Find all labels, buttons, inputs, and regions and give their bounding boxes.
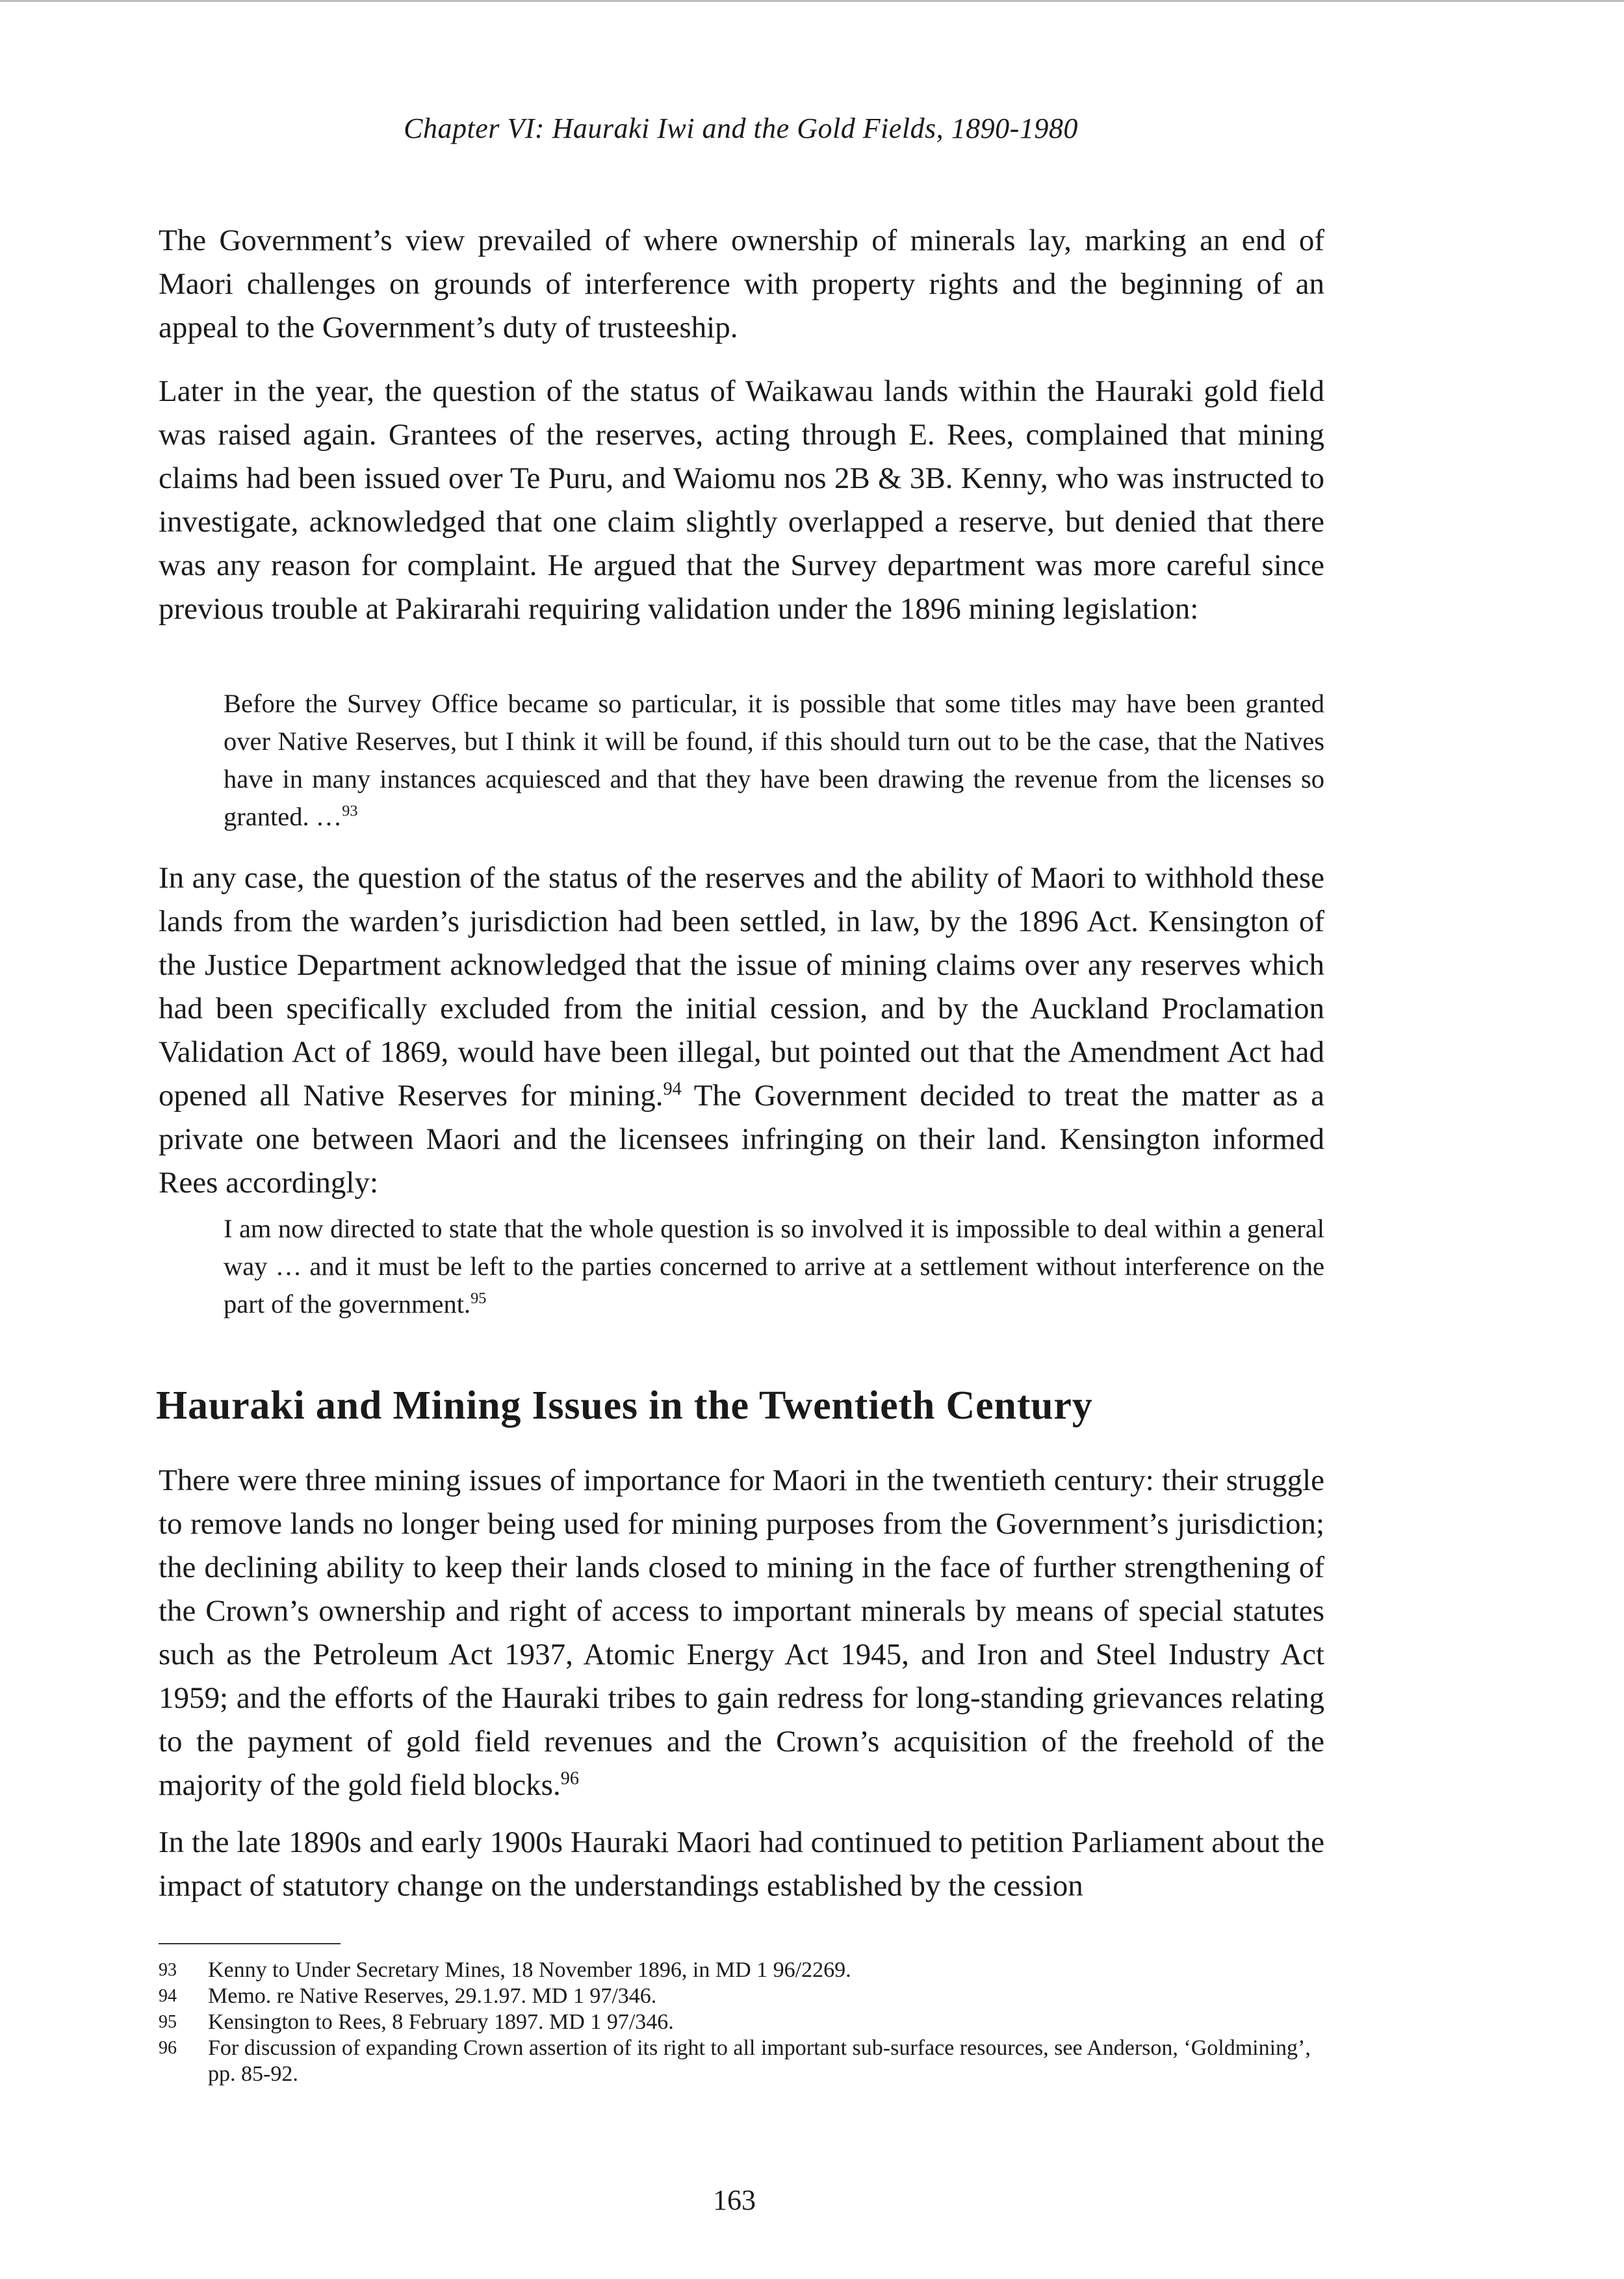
footnote-item xyxy=(159,2035,1328,2087)
footnote-divider xyxy=(159,1943,341,1944)
paragraph-3-text: In any case, the question of the status of the reserves and the ability of Maori to withhold these lands from the warden’s jurisdiction had been settled, in law, by the 1896 Act. Kensington of the Justice Department acknowledged that the issue of mining claims over any reserves which had been specifically excluded from the initial cession, and by the Auckland Proclamation Validation Act of 1869, would have been illegal, but pointed out that the Amendment Act had opened all Native Reserves for mining. xyxy=(159,861,1324,1113)
footnote-text: Kensington to Rees, 8 February 1897. MD 1 97/346. xyxy=(208,2010,674,2034)
block-quote-1 xyxy=(224,685,1324,836)
paragraph-3-continuation: The Government decided to treat the matter as a private one between Maori and the licensees infringing on their land. Kensington informed Rees accordingly: xyxy=(159,1079,1324,1200)
footnote-ref-95: 95 xyxy=(470,1289,487,1307)
footnote-number: 93 xyxy=(159,1960,177,1980)
footnote-ref-94: 94 xyxy=(663,1079,682,1100)
block-quote-1-text: Before the Survey Office became so particular, it is possible that some titles may have been granted over Native Reserves, but I think it will be found, if this should turn out to be the case, that the Natives have in many instances acquiesced and that they have been drawing the revenue from the licenses so granted. … xyxy=(224,689,1324,831)
footnote-number: 95 xyxy=(159,2012,177,2032)
footnote-text: For discussion of expanding Crown assertion of its right to all important sub-surface resources, see Anderson, ‘Goldmining’, pp. 85-92. xyxy=(208,2036,1311,2086)
footnote-text: Kenny to Under Secretary Mines, 18 November 1896, in MD 1 96/2269. xyxy=(208,1958,851,1982)
footnote-ref-93: 93 xyxy=(342,802,358,820)
block-quote-2 xyxy=(224,1210,1324,1323)
paragraph-3 xyxy=(159,856,1324,1205)
scan-top-edge xyxy=(0,0,1624,2)
footnotes-list xyxy=(159,1957,1328,2087)
footnote-number: 96 xyxy=(159,2038,177,2058)
block-quote-2-text: I am now directed to state that the whole question is so involved it is impossible to deal within a general way … and it must be left to the parties concerned to arrive at a settlement without interference on the part of the government. xyxy=(224,1214,1324,1319)
footnote-item xyxy=(159,1983,1328,2009)
footnote-number: 94 xyxy=(159,1986,177,2006)
running-header: Chapter VI: Hauraki Iwi and the Gold Fields, 1890-1980 xyxy=(404,112,1078,144)
paragraph-5: In the late 1890s and early 1900s Hauraki Maori had continued to petition Parliament about the impact of statutory change on the understandings established by the cession xyxy=(159,1825,1324,1903)
paragraph-2: Later in the year, the question of the status of Waikawau lands within the Hauraki gold field was raised again. Grantees of the reserves, acting through E. Rees, complained that mining claims had been issued over Te Puru, and Waiomu nos 2B & 3B. Kenny, who was instructed to investigate, acknowledged that one claim slightly overlapped a reserve, but denied that there was any reason for complaint. He argued that the Survey department was more careful since previous trouble at Pakirarahi requiring validation under the 1896 mining legislation: xyxy=(159,374,1324,626)
footnote-item xyxy=(159,2009,1328,2035)
footnote-ref-96: 96 xyxy=(560,1768,579,1789)
paragraph-4 xyxy=(159,1459,1324,1807)
paragraph-4-text: There were three mining issues of importance for Maori in the twentieth century: their struggle to remove lands no longer being used for mining purposes from the Government’s jurisdiction; the declining ability to keep their lands closed to mining in the face of further strengthening of the Crown’s ownership and right of access to important minerals by means of special statutes such as the Petroleum Act 1937, Atomic Energy Act 1945, and Iron and Steel Industry Act 1959; and the efforts of the Hauraki tribes to gain redress for long-standing grievances relating to the payment of gold field revenues and the Crown’s acquisition of the freehold of the majority of the gold field blocks. xyxy=(159,1463,1324,1802)
page-number: 163 xyxy=(713,2184,756,2216)
footnote-item xyxy=(159,1957,1328,1983)
section-heading: Hauraki and Mining Issues in the Twentieth Century xyxy=(156,1384,1093,1428)
footnote-text: Memo. re Native Reserves, 29.1.97. MD 1 97/346. xyxy=(208,1984,657,2008)
paragraph-1: The Government’s view prevailed of where ownership of minerals lay, marking an end of Maori challenges on grounds of interference with property rights and the beginning of an appeal to the Government’s duty of trusteeship. xyxy=(159,224,1324,344)
